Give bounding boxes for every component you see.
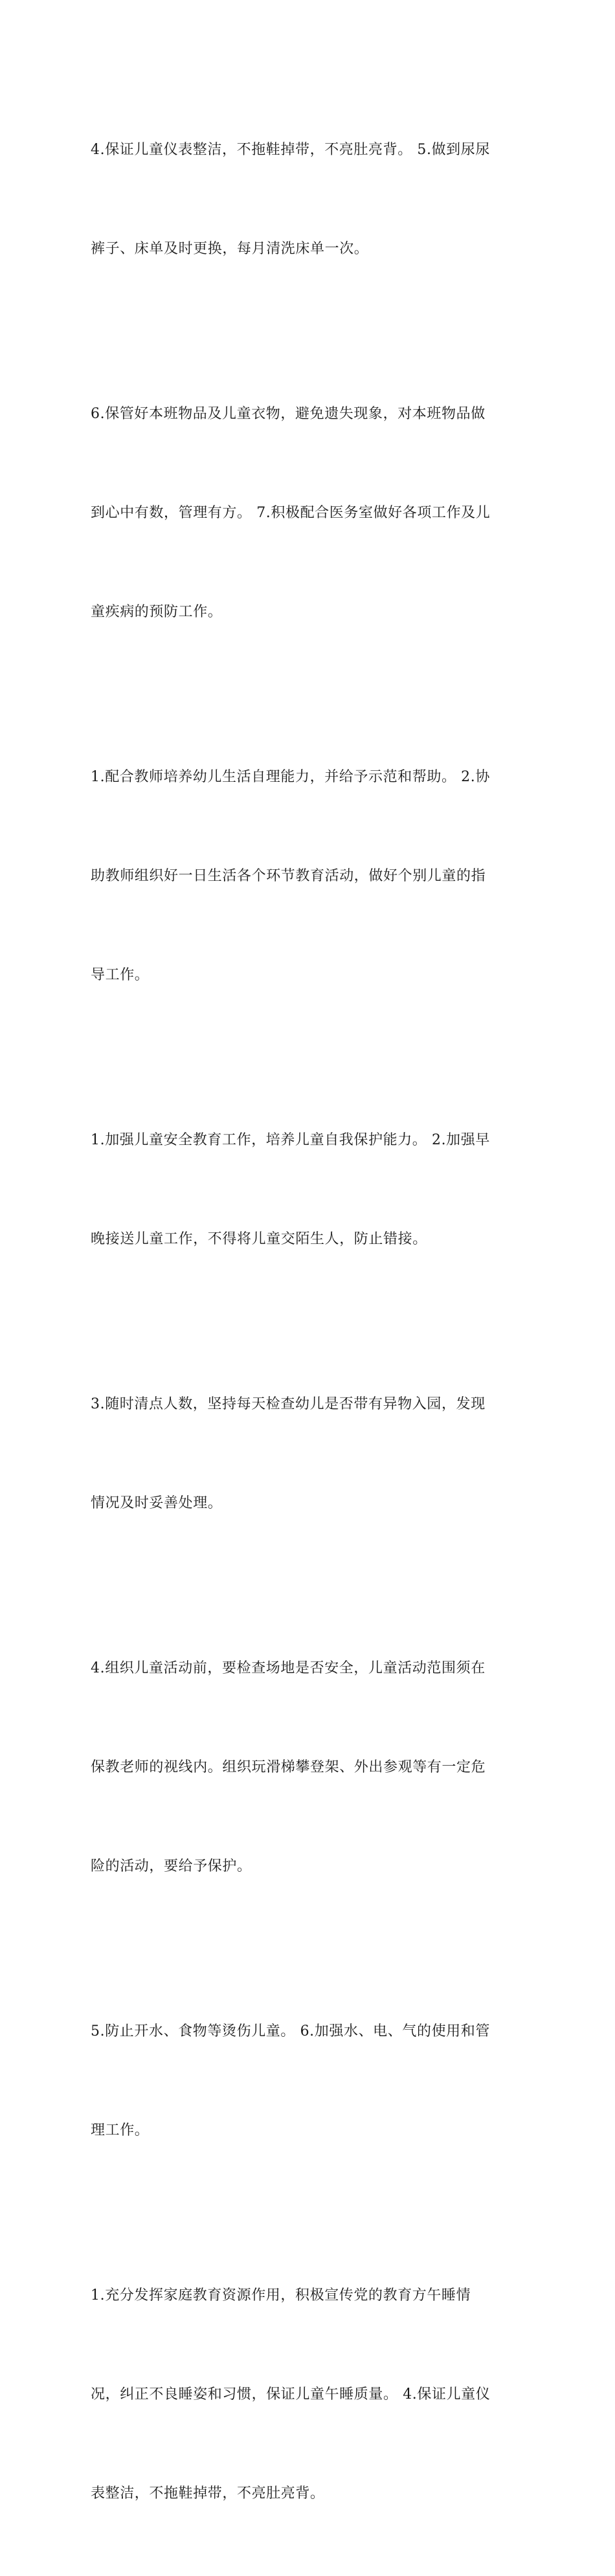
text-line: 童疾病的预防工作。	[91, 604, 223, 620]
text-line: 况，纠正不良睡姿和习惯，保证儿童午睡质量。 4.保证儿童仪	[91, 2386, 491, 2403]
text-line: 5.防止开水、食物等烫伤儿童。 6.加强水、电、气的使用和管	[91, 2023, 490, 2039]
text-line: 到心中有数，管理有方。 7.积极配合医务室做好各项工作及儿	[91, 505, 491, 521]
text-line: 险的活动，要给予保护。	[91, 1858, 252, 1874]
paragraph-3	[91, 694, 531, 1058]
text-line: 6.保管好本班物品及儿童衣物，避免遗失现象，对本班物品做	[91, 406, 486, 422]
text-line: 情况及时妥善处理。	[91, 1495, 223, 1511]
paragraph-2	[91, 331, 531, 694]
text-line: 1.充分发挥家庭教育资源作用，积极宣传党的教育方午睡情	[91, 2287, 471, 2304]
text-line: 理工作。	[91, 2122, 150, 2138]
document-body	[91, 67, 531, 2576]
text-line: 3.随时清点人数，坚持每天检查幼儿是否带有异物入园，发现	[91, 1396, 486, 1412]
text-line: 4.保证儿童仪表整洁，不拖鞋掉带，不亮肚亮背。 5.做到尿尿	[91, 142, 490, 158]
paragraph-8	[91, 2213, 531, 2576]
text-line: 裤子、床单及时更换，每月清洗床单一次。	[91, 241, 369, 257]
paragraph-7	[91, 1949, 531, 2213]
paragraph-6	[91, 1586, 531, 1949]
text-line: 保教老师的视线内。组织玩滑梯攀登架、外出参观等有一定危	[91, 1759, 486, 1775]
text-line: 导工作。	[91, 967, 150, 983]
text-line: 4.组织儿童活动前，要检查场地是否安全，儿童活动范围须在	[91, 1660, 486, 1676]
text-line: 助教师组织好一日生活各个环节教育活动，做好个别儿童的指	[91, 868, 486, 884]
text-line: 1.加强儿童安全教育工作，培养儿童自我保护能力。 2.加强早	[91, 1132, 490, 1148]
text-line: 1.配合教师培养幼儿生活自理能力，并给予示范和帮助。 2.协	[91, 769, 490, 785]
paragraph-4	[91, 1058, 531, 1322]
paragraph-1	[91, 67, 531, 331]
paragraph-5	[91, 1322, 531, 1586]
text-line: 表整洁，不拖鞋掉带，不亮肚亮背。	[91, 2485, 325, 2502]
text-line: 晚接送儿童工作，不得将儿童交陌生人，防止错接。	[91, 1231, 427, 1247]
